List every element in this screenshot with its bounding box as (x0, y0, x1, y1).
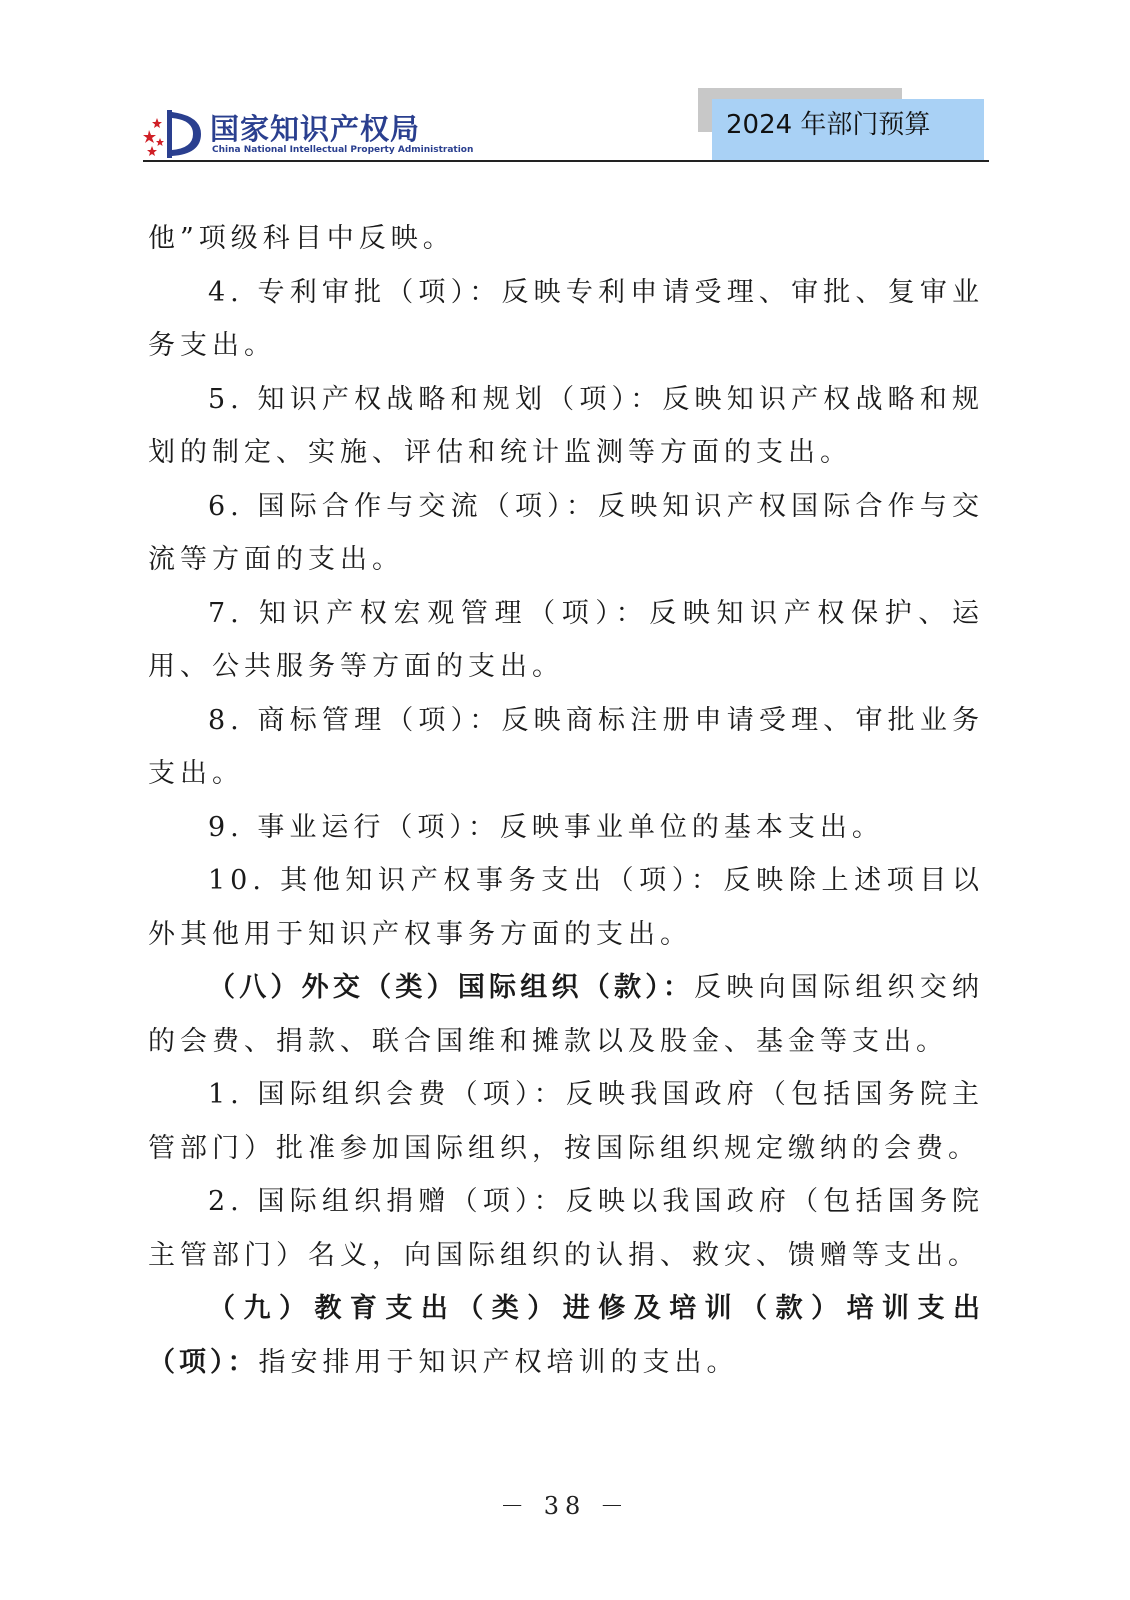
section-heading: （九）教育支出（类）进修及培训（款）培训支出（项）： (148, 1293, 984, 1378)
header-rule (143, 160, 989, 162)
cnipa-logo-icon (143, 108, 205, 160)
page-header (0, 0, 1130, 165)
paragraph: 7. 知识产权宏观管理（项）：反映知识产权保护、运用、公共服务等方面的支出。 (148, 597, 984, 682)
doc-title-tab: 2024 年部门预算 (712, 99, 984, 160)
paragraph: 他”项级科目中反映。 (148, 223, 455, 254)
section-heading-paragraph: （八）外交（类）国际组织（款）：反映向国际组织交纳的会费、捐款、联合国维和摊款以及股金、基金等支出。 (148, 972, 985, 1057)
logo-star (143, 130, 156, 143)
logo-star (152, 118, 162, 128)
org-name-en: China National Intellectual Property Administration (212, 145, 474, 155)
logo-star (156, 138, 164, 146)
document-body (148, 212, 984, 1389)
paragraph: 1. 国际组织会费（项）：反映我国政府（包括国务院主管部门）批准参加国际组织，按国际组织规定缴纳的会费。 (148, 1079, 984, 1164)
logo-stem (167, 110, 172, 158)
paragraph: 2. 国际组织捐赠（项）：反映以我国政府（包括国务院主管部门）名义，向国际组织的认捐、救灾、馈赠等支出。 (148, 1186, 984, 1271)
paragraph: 8. 商标管理（项）：反映商标注册申请受理、审批业务支出。 (148, 704, 984, 789)
paragraph: 5. 知识产权战略和规划（项）：反映知识产权战略和规划的制定、实施、评估和统计监测等方面的支出。 (148, 383, 984, 468)
section-heading-paragraph: （九）教育支出（类）进修及培训（款）培训支出（项）：指安排用于知识产权培训的支出。 (148, 1293, 984, 1378)
page-number: － 38 － (500, 1492, 630, 1520)
paragraph: 6. 国际合作与交流（项）：反映知识产权国际合作与交流等方面的支出。 (148, 490, 984, 575)
org-name-cn: 国家知识产权局 (210, 112, 421, 146)
logo-star (147, 146, 157, 156)
section-heading: （八）外交（类）国际组织（款）： (208, 972, 695, 1003)
paragraph: 10. 其他知识产权事务支出（项）：反映除上述项目以外其他用于知识产权事务方面的支出。 (148, 865, 984, 950)
paragraph: 4. 专利审批（项）：反映专利申请受理、审批、复审业务支出。 (148, 276, 984, 361)
paragraph: 9. 事业运行（项）：反映事业单位的基本支出。 (208, 811, 884, 843)
logo-bowl (172, 112, 201, 156)
